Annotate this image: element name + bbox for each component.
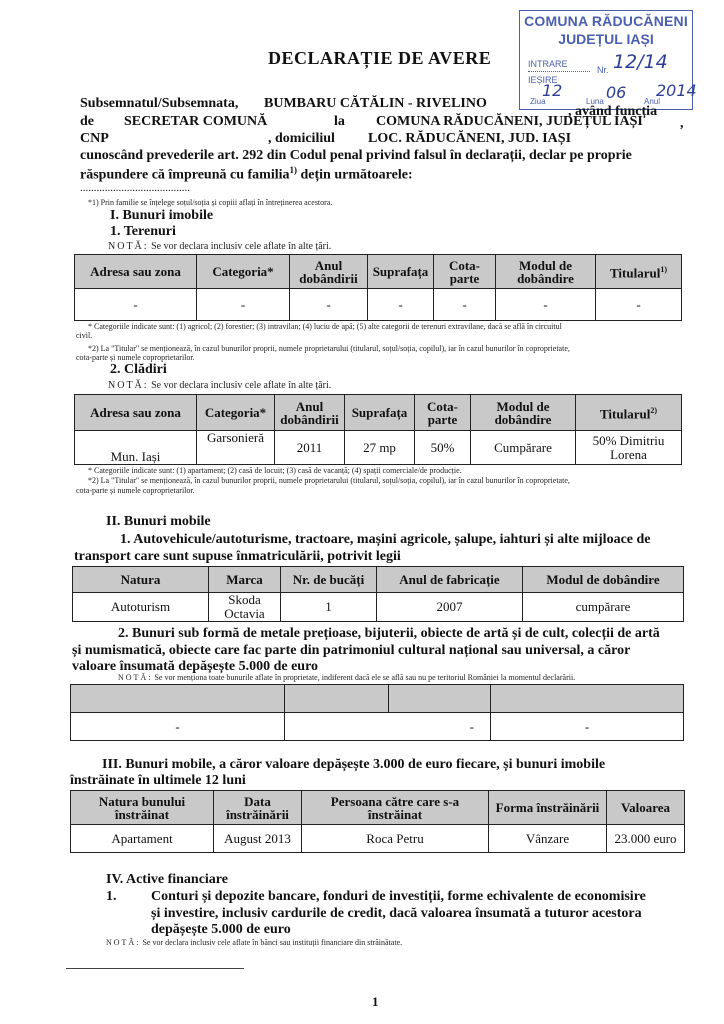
section3-heading-a: III. Bunuri mobile, a căror valoare depășește 3.000 de euro fiecare, și bunuri imobile (102, 757, 606, 772)
declarant-function: SECRETAR COMUNĂ (124, 114, 268, 129)
stamp-month: 06 (606, 83, 627, 102)
table-row (75, 289, 682, 321)
intro-la: la (334, 114, 345, 129)
table-cell: - (496, 289, 596, 321)
table-cell: 1 (281, 593, 377, 622)
table-cell: - (368, 289, 434, 321)
section1-nota1: NOTĂ: Se vor declara inclusiv cele aflate în alte țări. (108, 241, 332, 252)
terenuri-footnote2b: cota-parte și numele coproprietarilor. (76, 353, 195, 362)
table-cell: - (197, 289, 290, 321)
section3-heading-b: înstrăinate în ultimele 12 luni (70, 773, 246, 788)
auto-header: Nr. de bucăți (281, 567, 377, 593)
section2-sub2a: 2. Bunuri sub formă de metale prețioase, bijuterii, obiecte de artă și de cult, colecții de artă (118, 626, 660, 641)
bunuri-header (491, 685, 684, 713)
bunuri-header (71, 685, 285, 713)
table-cell: Garsonieră (197, 431, 275, 465)
intro-de: de (80, 114, 94, 129)
table-cell: Skoda Octavia (209, 593, 281, 622)
cladiri-footnote1: * Categoriile indicate sunt: (1) apartament; (2) casă de locuit; (3) casă de vacanță; (4) spații comerciale/de producție. (88, 466, 462, 475)
section2-sub2b: și numismatică, obiecte care fac parte din patrimoniul cultural național sau universal, a căror (72, 643, 631, 658)
terenuri-footnote2: *2) La "Titular" se menționează, în cazul bunurilor proprii, numele proprietarului (titularul, soțul/soția, copilul), iar în cazul bunurilor în coproprietate, (88, 344, 570, 353)
page-number: 1 (372, 994, 379, 1009)
section2-heading: II. Bunuri mobile (106, 514, 211, 529)
registration-stamp (519, 10, 697, 110)
stamp-ziua: Ziua (530, 97, 546, 106)
terenuri-footnote1b: civil. (76, 331, 93, 340)
auto-header: Natura (73, 567, 209, 593)
declarant-institution: COMUNA RĂDUCĂNENI, JUDEȚUL IAȘI (376, 114, 643, 129)
section2-nota: NOTĂ: Se vor menționa toate bunurile aflate în proprietate, indiferent dacă ele se află sau nu pe teritoriul României la momentul declarării. (118, 673, 576, 682)
table-cell: cumpărare (523, 593, 684, 622)
table-cell: Vânzare (489, 825, 607, 853)
auto-header: Anul de fabricație (377, 567, 523, 593)
autovehicule-table (72, 566, 684, 622)
section4-heading: IV. Active financiare (106, 872, 228, 887)
intro-cnp: CNP (80, 131, 109, 146)
terenuri-header: Suprafața (368, 255, 434, 289)
section2-sub1b: transport care sunt supuse înmatriculării, potrivit legii (74, 549, 401, 564)
section2-sub1a: 1. Autovehicule/autoturisme, tractoare, mașini agricole, șalupe, iahturi și alte mijloace de (120, 532, 651, 547)
terenuri-header: Categoria* (197, 255, 290, 289)
table-cell: 50% (415, 431, 471, 465)
table-cell: - (491, 713, 684, 741)
section4-num: 1. (106, 889, 117, 904)
terenuri-header: Titularul$^{1)}$ (596, 255, 682, 289)
cladiri-header: Modul de dobândire (471, 395, 576, 431)
stamp-iesire: IEȘIRE (528, 75, 558, 85)
section4-sub1c: depășește 5.000 de euro (151, 922, 291, 937)
section1-sub1: 1. Terenuri (110, 224, 176, 239)
terenuri-footnote1: * Categoriile indicate sunt: (1) agricol; (2) forestier; (3) intravilan; (4) luciu de apă; (5) alte categorii de terenuri extravilane, dacă se află în circuitul (88, 322, 562, 331)
table-cell: Cumpărare (471, 431, 576, 465)
table-row (71, 825, 685, 853)
table-cell: - (71, 713, 285, 741)
table-cell: Roca Petru (302, 825, 489, 853)
intro-footnote: *1) Prin familie se înțelege soțul/soția și copiii aflați în întreținerea acestora. (88, 198, 333, 207)
section4-sub1a: Conturi și depozite bancare, fonduri de investiții, forme echivalente de economisire (151, 889, 646, 904)
table-cell: August 2013 (214, 825, 302, 853)
table-cell: Apartament (71, 825, 214, 853)
section1-nota2: NOTĂ: Se vor declara inclusiv cele aflate în alte țări. (108, 380, 332, 391)
cladiri-footnote2b: cota-parte și numele coproprietarilor. (76, 486, 195, 495)
table-cell: - (596, 289, 682, 321)
instrainari-header: Natura bunului înstrăinat (71, 791, 214, 825)
section4-nota: NOTĂ: Se vor declara inclusiv cele aflate în bănci sau instituții financiare din străinătate. (106, 938, 403, 947)
declarant-domicile: LOC. RĂDUCĂNENI, JUD. IAȘI (368, 131, 572, 146)
stamp-anul: Anul (644, 97, 661, 106)
intro-dots: ........................................ (80, 182, 190, 194)
table-cell: Mun. Iași (75, 431, 197, 465)
stamp-intrare: INTRARE (528, 59, 568, 69)
cladiri-table (74, 394, 682, 465)
table-row (75, 431, 682, 465)
table-cell: Autoturism (73, 593, 209, 622)
stamp-line1: COMUNA RĂDUCĂNENI (524, 13, 688, 29)
declarant-name: BUMBARU CĂTĂLIN - RIVELINO (264, 96, 487, 111)
intro-line3: cunoscând prevederile art. 292 din Codul penal privind falsul în declarații, declar pe proprie (80, 148, 632, 163)
bunuri-pretioase-table (70, 684, 684, 741)
cladiri-header: Anul dobândirii (275, 395, 345, 431)
terenuri-header: Cota-parte (434, 255, 496, 289)
intro-line4: răspundere că împreună cu familia$^{1)}$ dețin următoarele: (80, 165, 413, 183)
table-cell: - (434, 289, 496, 321)
table-cell: 27 mp (345, 431, 415, 465)
cladiri-header: Adresa sau zona (75, 395, 197, 431)
footnote-separator (66, 968, 244, 969)
intro-domiciliul: , domiciliul (268, 131, 335, 146)
bunuri-header (389, 685, 491, 713)
stamp-year: 2014 (656, 81, 697, 100)
auto-header: Marca (209, 567, 281, 593)
table-row (71, 713, 684, 741)
cladiri-header: Categoria* (197, 395, 275, 431)
table-row (73, 593, 684, 622)
stamp-line2: JUDEȚUL IAȘI (558, 31, 654, 47)
terenuri-table (74, 254, 682, 321)
instrainari-table (70, 790, 685, 853)
instrainari-header: Data înstrăinării (214, 791, 302, 825)
section1-heading: I. Bunuri imobile (110, 208, 214, 223)
bunuri-header (285, 685, 389, 713)
terenuri-header: Anul dobândirii (290, 255, 368, 289)
section2-sub2c: valoare însumată depășește 5.000 de euro (72, 659, 319, 674)
stamp-nr-label: Nr. (597, 65, 609, 75)
table-cell: - (290, 289, 368, 321)
stamp-luna: Luna (586, 97, 604, 106)
cladiri-footnote2: *2) La "Titular" se menționează, în cazul bunurilor proprii, numele proprietarului (titularul, soțul/soția, copilul), iar în cazul bunurilor în coproprietate, (88, 476, 570, 485)
terenuri-header: Adresa sau zona (75, 255, 197, 289)
cladiri-header: Titularul$^{2)}$ (576, 395, 682, 431)
instrainari-header: Valoarea (607, 791, 685, 825)
intro-avand-functia: , având funcția (568, 104, 658, 119)
section4-sub1b: și investire, inclusiv cardurile de credit, dacă valoarea însumată a tuturor acestora (151, 906, 642, 921)
cladiri-header: Cota-parte (415, 395, 471, 431)
instrainari-header: Persoana către care s-a înstrăinat (302, 791, 489, 825)
page-title: DECLARAȚIE DE AVERE (268, 48, 492, 68)
table-cell: 23.000 euro (607, 825, 685, 853)
cladiri-header: Suprafața (345, 395, 415, 431)
section1-sub2: 2. Clădiri (110, 362, 167, 377)
table-cell: 2011 (275, 431, 345, 465)
intro-subsemnatul: Subsemnatul/Subsemnata, (80, 96, 239, 111)
table-cell: - (75, 289, 197, 321)
stamp-day: 12 (542, 81, 563, 100)
table-cell: - (285, 713, 491, 741)
terenuri-header: Modul de dobândire (496, 255, 596, 289)
table-cell: 2007 (377, 593, 523, 622)
table-cell: 50% Dimitriu Lorena (576, 431, 682, 465)
auto-header: Modul de dobândire (523, 567, 684, 593)
intro-comma: , (680, 116, 684, 131)
stamp-nr-value: 12/14 (613, 51, 668, 73)
instrainari-header: Forma înstrăinării (489, 791, 607, 825)
